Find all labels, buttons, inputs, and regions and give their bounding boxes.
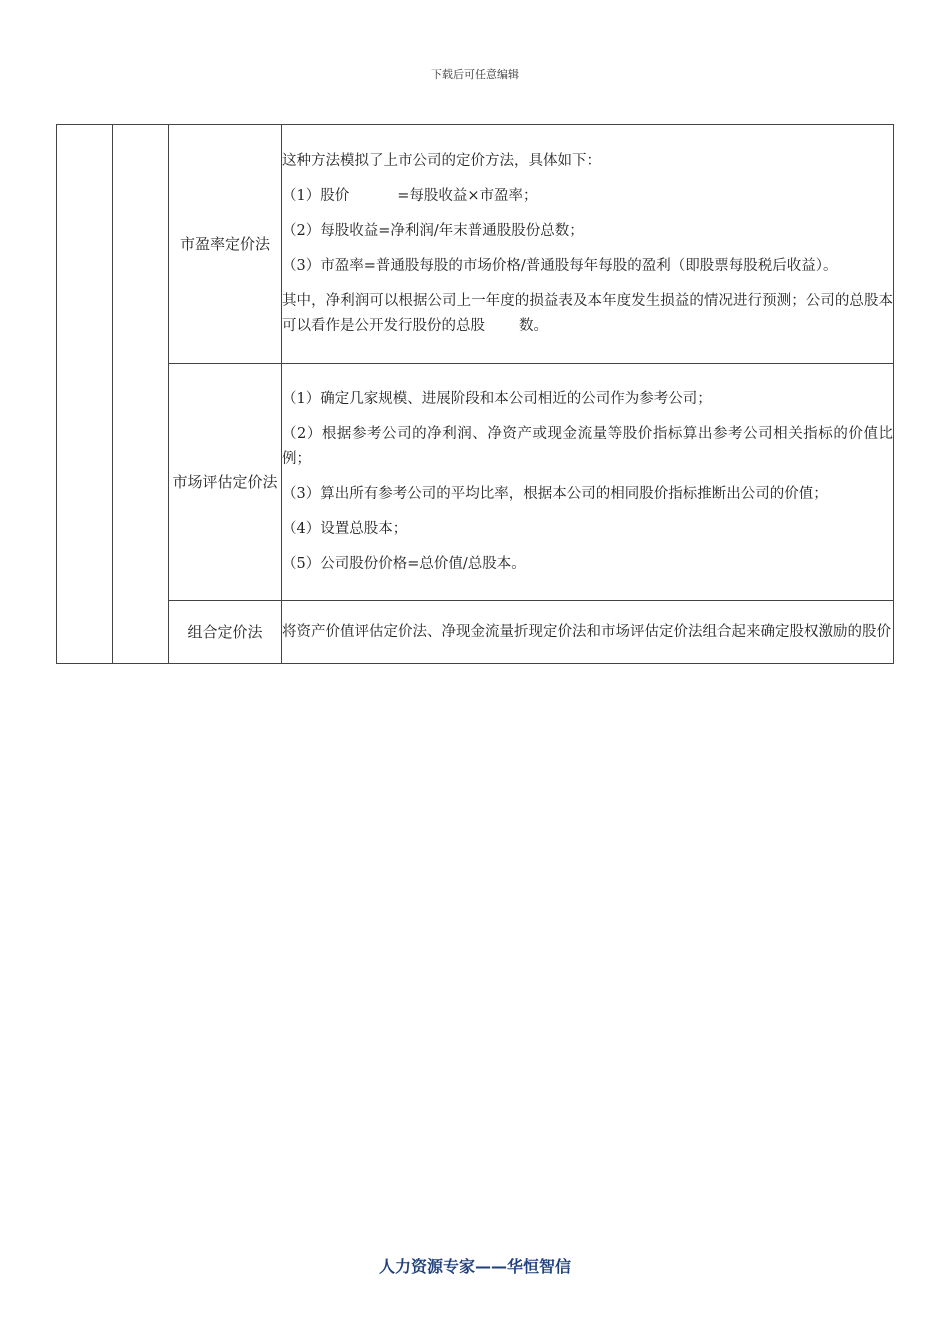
paragraph bbox=[282, 184, 893, 209]
blank-column-2 bbox=[113, 125, 169, 664]
table-row bbox=[57, 364, 894, 601]
paragraph: 这种方法模拟了上市公司的定价方法，具体如下： bbox=[282, 153, 601, 169]
paragraph: （1）确定几家规模、进展阶段和本公司相近的公司作为参考公司； bbox=[282, 391, 712, 407]
table-row bbox=[57, 601, 894, 664]
paragraph bbox=[282, 289, 893, 339]
formula-term: （1）股价 bbox=[282, 188, 350, 204]
paragraph: （2）每股收益=净利润/年末普通股股份总数； bbox=[282, 223, 584, 239]
paragraph-text-end: 数。 bbox=[519, 318, 548, 334]
method-description bbox=[282, 125, 894, 364]
blank-column-1 bbox=[57, 125, 113, 664]
paragraph: （3）市盈率=普通股每股的市场价格/普通股每年每股的盈利（即股票每股税后收益）。 bbox=[282, 258, 838, 274]
formula-expression: =每股收益×市盈率； bbox=[397, 188, 538, 204]
paragraph: （5）公司股份价格=总价值/总股本。 bbox=[282, 556, 526, 572]
method-name: 市盈率定价法 bbox=[169, 125, 282, 364]
method-description bbox=[282, 364, 894, 601]
method-name: 市场评估定价法 bbox=[169, 364, 282, 601]
paragraph: （2）根据参考公司的净利润、净资产或现金流量等股价指标算出参考公司相关指标的价值比例； bbox=[282, 426, 893, 467]
method-description bbox=[282, 601, 894, 664]
paragraph: （4）设置总股本； bbox=[282, 521, 408, 537]
table-row bbox=[57, 125, 894, 364]
method-name: 组合定价法 bbox=[169, 601, 282, 664]
paragraph: （3）算出所有参考公司的平均比率，根据本公司的相同股价指标推断出公司的价值； bbox=[282, 486, 828, 502]
paragraph-text: 其中，净利润可以根据公司上一年度的损益表及本年度发生损益的情况进行预测；公司的总股本可以看作是公开发行股份的总股 bbox=[282, 293, 893, 334]
header-note: 下载后可任意编辑 bbox=[431, 68, 519, 81]
footer-brand: 人力资源专家——华恒智信 bbox=[378, 1257, 571, 1276]
paragraph: 将资产价值评估定价法、净现金流量折现定价法和市场评估定价法组合起来确定股权激励的股价 bbox=[282, 623, 891, 640]
pricing-methods-table bbox=[56, 124, 894, 664]
